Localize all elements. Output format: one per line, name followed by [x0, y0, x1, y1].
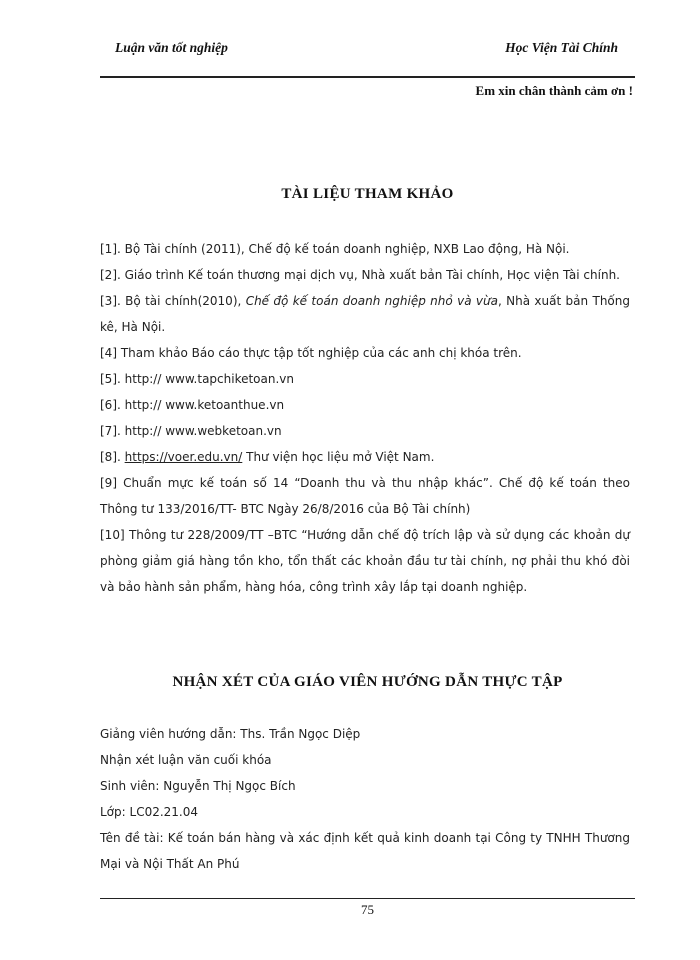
reference-item: [10] Thông tư 228/2009/TT –BTC “Hướng dẫn chế độ trích lập và sử dụng các khoản dự phòng giảm giá hàng tồn kho, tổn thất các khoản đầu tư tài chính, nợ phải thu khó đòi và bảo hành sản phẩm, hàng hóa, công trình xây lắp tại doanh nghiệp.	[100, 528, 630, 594]
review-title: NHẬN XÉT CỦA GIÁO VIÊN HƯỚNG DẪN THỰC TẬP	[172, 674, 563, 690]
header-left-title: Luận văn tốt nghiệp	[115, 40, 228, 55]
reference-item: [5]. http:// www.tapchiketoan.vn	[100, 372, 295, 386]
review-line: Tên đề tài: Kế toán bán hàng và xác định kết quả kinh doanh tại Công ty TNHH Thương Mại và Nội Thất An Phú	[100, 831, 630, 871]
reference-item: [8]. https://voer.edu.vn/ Thư viện học liệu mở Việt Nam.	[100, 450, 435, 464]
reference-item: [9] Chuẩn mực kế toán số 14 “Doanh thu và thu nhập khác”. Chế độ kế toán theo Thông tư 133/2016/TT- BTC Ngày 26/8/2016 của Bộ Tài chính)	[100, 476, 630, 516]
review-line: Giảng viên hướng dẫn: Ths. Trần Ngọc Diệp	[100, 727, 361, 741]
reference-book-title: Chế độ kế toán doanh nghiệp nhỏ và vừa	[245, 294, 498, 308]
header-divider	[100, 76, 635, 78]
review-line: Sinh viên: Nguyễn Thị Ngọc Bích	[100, 779, 296, 793]
references-list	[100, 236, 630, 600]
thanks-line: Em xin chân thành cảm ơn !	[475, 83, 633, 98]
footer-divider	[100, 898, 635, 899]
reference-item: [7]. http:// www.webketoan.vn	[100, 424, 282, 438]
voer-link[interactable]: https://voer.edu.vn/	[124, 450, 243, 464]
page-number: 75	[361, 902, 374, 917]
reference-item: [3]. Bộ tài chính(2010), Chế độ kế toán doanh nghiệp nhỏ và vừa, Nhà xuất bản Thống kê, Hà Nội.	[100, 294, 630, 334]
header-right-title: Học Viện Tài Chính	[505, 40, 618, 55]
review-lines	[100, 721, 630, 877]
reference-item: [6]. http:// www.ketoanthue.vn	[100, 398, 285, 412]
review-line: Lớp: LC02.21.04	[100, 805, 199, 819]
review-line: Nhận xét luận văn cuối khóa	[100, 753, 272, 767]
reference-item: [2]. Giáo trình Kế toán thương mại dịch vụ, Nhà xuất bản Tài chính, Học viện Tài chính.	[100, 268, 620, 282]
reference-item: [4] Tham khảo Báo cáo thực tập tốt nghiệp của các anh chị khóa trên.	[100, 346, 522, 360]
reference-item: [1]. Bộ Tài chính (2011), Chế độ kế toán doanh nghiệp, NXB Lao động, Hà Nội.	[100, 242, 570, 256]
references-title: TÀI LIỆU THAM KHẢO	[281, 186, 454, 202]
